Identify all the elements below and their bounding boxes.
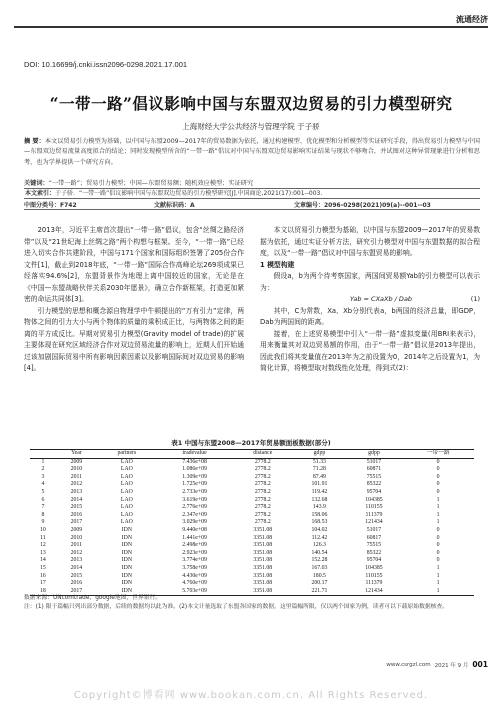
table-cell: 168.53	[311, 519, 328, 526]
table-cell: 51017	[366, 526, 382, 533]
table-cell: LAO	[120, 519, 133, 526]
table-cell: 2.498e+09	[182, 542, 207, 549]
table-cell: 10	[40, 526, 46, 533]
table-row	[30, 489, 474, 497]
table-cell: 3.758e+09	[182, 564, 207, 571]
table-row	[30, 557, 474, 565]
table-row	[30, 474, 474, 482]
table-row	[30, 512, 474, 520]
table-source: 数据来源：UNcomtrade，google地图，世界银行。	[24, 595, 162, 601]
citation-text: 于子骄．“一带一路”倡议影响中国与东盟双边贸易的引力模型研究[J].中国商论,2021(17):001--003.	[55, 190, 323, 197]
paragraph: 接着，在上述贸易模型中引入“一带一路”虚拟变量(用BRI来表示)，用来衡量其对双边贸易额的作用，由于“一带一路”倡议是2013年提出，因此我们将其变量值在2013年为之前设置为0，2014年之后设置为1，为简化计算，将模型取对数线性化处理，得到式(2)：	[260, 329, 480, 372]
table-row	[30, 497, 474, 505]
paragraph: 假设a，b为两个待考察国家，两国间贸易额Yab的引力模型可以表示为：	[260, 272, 480, 292]
table-cell: 111379	[365, 511, 383, 518]
table-row	[30, 527, 474, 535]
table-cell: 75515	[366, 473, 382, 480]
document-code: 文献标识码：A	[154, 202, 195, 209]
table-cell: 14	[40, 557, 46, 564]
table-cell: 2016	[70, 511, 83, 518]
table-cell: 119.42	[311, 488, 328, 495]
table-cell: 3351.08	[232, 588, 293, 596]
table-cell: 1	[436, 519, 440, 526]
equation-number: (1)	[470, 295, 480, 303]
clc-number: 中图分类号：F742	[24, 202, 77, 209]
table-cell: IDN	[121, 526, 133, 533]
table-cell: 7	[41, 504, 45, 511]
table-cell: 140.54	[311, 549, 328, 556]
table-cell: 9	[41, 519, 45, 526]
table-cell: IDN	[121, 572, 133, 579]
table-cell: LAO	[120, 466, 133, 473]
table-cell: 1.086e+09	[182, 466, 207, 473]
table-cell: 3351.08	[253, 526, 273, 533]
table-cell: 2015	[70, 572, 83, 579]
table-cell: 2778.2	[254, 473, 271, 480]
table-cell: 2778.2	[254, 496, 271, 503]
table-cell: 0	[436, 549, 440, 556]
paragraph: 其中，C为常数，Xa、Xb分别代表a，b两国的经济总量，即GDP，Dab为两国间的距离。	[260, 306, 480, 326]
table-row	[30, 466, 474, 474]
article-number: 文章编号：2096-0298(2021)09(a)--001--03	[294, 202, 431, 209]
table-cell: 1	[436, 504, 440, 511]
footer-issue: 2021 年 9 月	[434, 662, 469, 669]
table-cell: IDN	[121, 580, 133, 587]
table-cell: LAO	[120, 473, 133, 480]
table-note: 注：(1) 限于篇幅只列出部分数据，后续的数据均以此为准。(2)本文计量选取了东盟各国家的数据，这里篇幅所限，仅以两个国家为例，读者可以下载原始数据核查。	[24, 604, 449, 610]
table-cell: 85322	[366, 549, 382, 556]
table-cell: 5	[41, 488, 45, 495]
page-number: 001	[472, 660, 488, 669]
table-cell: 16	[40, 572, 46, 579]
table-header: gdpp	[346, 450, 402, 459]
table-cell: 104385	[365, 496, 383, 503]
table-cell: 1	[436, 511, 440, 518]
table-cell: 4.430e+09	[182, 572, 207, 579]
table-cell: 0	[436, 557, 440, 564]
table-cell: 1	[436, 496, 440, 503]
table-cell: LAO	[120, 511, 133, 518]
keywords	[24, 179, 480, 188]
table-header: distance	[232, 450, 293, 459]
table-cell: 3351.08	[253, 557, 273, 564]
table-cell: 6	[41, 496, 45, 503]
table-cell: 7.436e+08	[182, 458, 207, 465]
rule	[24, 209, 480, 210]
table-cell: 3351.08	[253, 542, 273, 549]
table-cell: 11	[40, 534, 46, 541]
table-cell: 1	[41, 458, 45, 465]
table-cell: 2	[41, 466, 45, 473]
table-cell: IDN	[121, 557, 133, 564]
table-cell: 2017	[70, 519, 83, 526]
table-cell: 132.68	[311, 496, 328, 503]
copyright-watermark: Copyright©博看网 www.bookan.com.cn. All Rights Reserved.	[73, 690, 429, 701]
table-cell: LAO	[120, 488, 133, 495]
table-header-row	[30, 450, 474, 459]
table-cell: LAO	[120, 496, 133, 503]
header-rule	[14, 26, 488, 28]
table-cell: 4.760e+09	[182, 580, 207, 587]
table-cell: 71.28	[312, 466, 326, 473]
table-cell: 2011	[70, 542, 83, 549]
table-header: 一带一路	[402, 450, 474, 459]
table-cell: 0	[436, 542, 440, 549]
table-cell: 3.774e+09	[182, 557, 207, 564]
table-cell: 1	[436, 580, 440, 587]
table-cell: 2011	[70, 473, 83, 480]
doi: DOI: 10.16699/j.cnki.issn2096-0298.2021.17.001	[24, 60, 188, 69]
table-cell: 2778.2	[254, 504, 271, 511]
table-cell: 13	[40, 549, 46, 556]
table-row	[30, 504, 474, 512]
abstract	[24, 137, 480, 168]
abstract-text: 本文以贸易引力模型为基础，以中国与东盟2009—2017年的贸易数据为依托，通过构建模型、优化模型和分析模型等实证研究手段，得出贸易引力模型与中国—东盟双边贸易流量高度拟合的结论；同时发现模型所含的“一带一路”倡议对中国与东盟双边贸易影响实证结果与现状不够吻合，并试图对这种异常现象进行分析和思考，也为学界提供一个研究方向。	[24, 138, 480, 166]
table-cell: 3351.08	[253, 564, 273, 571]
table-cell: 2014	[70, 496, 83, 503]
section-heading: 1 模型构建	[260, 260, 295, 269]
paper-title: “一带一路”倡议影响中国与东盟双边贸易的引力模型研究	[49, 94, 453, 113]
table-cell: 2778.2	[254, 466, 271, 473]
table-cell: LAO	[120, 504, 133, 511]
table-cell: 2.776e+09	[182, 504, 207, 511]
table-cell: 121434	[346, 588, 402, 596]
table-cell: 101.91	[311, 481, 328, 488]
data-table	[30, 449, 474, 596]
paragraph: 2013年，习近平主席首次提出“一带一路”倡议，包含“丝绸之路经济带”以及“21世纪海上丝绸之路”两个构想与框架。至今，“一带一路”已经进入切实合作共建阶段，中国与171个国家和国际组织签署了205份合作文件[1]，截止到2018年底，“一带一路”国际合作高峰论坛269项成果已经落实94.6%[2]，东盟背景作为地理上离中国较近的国家，无论是在《中国—东盟战略伙伴关系2030年愿景》，确立合作新框架，打造更加紧密的命运共同体[3]。	[24, 226, 244, 303]
table-cell: 2009	[70, 526, 83, 533]
table-cell: 17	[40, 580, 46, 587]
table-cell: 1	[436, 572, 440, 579]
table-cell: 15	[40, 564, 46, 571]
table-cell: 111379	[365, 580, 383, 587]
table-cell: IDN	[121, 542, 133, 549]
table-cell: 2017	[56, 588, 97, 596]
table-cell: 1	[402, 588, 474, 596]
table-cell: 60871	[366, 466, 382, 473]
citation-label: 本文索引：	[25, 190, 56, 197]
table-cell: 2016	[70, 580, 83, 587]
equation-body: Yab = CXaXb / Dab	[350, 295, 413, 303]
table-cell: 1.309e+09	[182, 473, 207, 480]
table-cell: IDN	[121, 564, 133, 571]
table-cell: 152.28	[311, 557, 328, 564]
table-cell: 3351.08	[253, 534, 273, 541]
table-cell: 104.02	[311, 526, 328, 533]
table-cell: 2778.2	[254, 481, 271, 488]
table-cell: 3.619e+09	[182, 496, 207, 503]
table-cell: 51.33	[312, 458, 326, 465]
table-cell: 221.71	[293, 588, 346, 596]
table-cell: 75515	[366, 542, 382, 549]
table-cell: 200.17	[311, 580, 328, 587]
table-cell: 180.5	[312, 572, 326, 579]
table-cell: 121434	[365, 519, 383, 526]
paragraph: 本文以贸易引力模型为基础，以中国与东盟2009—2017年的贸易数据为依托，通过实证分析方法，研究引力模型对中国与东盟数据的拟合程度，以及“一带一路”倡议对中国与东盟贸易的影响。	[260, 226, 480, 257]
table-caption: 表1 中国与东盟2008—2017年贸易额面板数据(部分)	[171, 439, 331, 447]
table-cell: 158.06	[311, 511, 328, 518]
table-row	[30, 542, 474, 550]
page-footer	[386, 660, 488, 669]
table-cell: 87.49	[312, 473, 326, 480]
table-cell: 95704	[366, 488, 382, 495]
table-cell: 104385	[365, 564, 383, 571]
table-cell: 0	[436, 481, 440, 488]
table-cell: 95704	[366, 557, 382, 564]
table-cell: 2013	[70, 488, 83, 495]
left-column	[24, 225, 244, 375]
table-cell: 2014	[70, 564, 83, 571]
table-cell: 51017	[366, 458, 382, 465]
citation	[24, 189, 480, 198]
table-cell: 3	[41, 473, 45, 480]
table-row	[30, 535, 474, 543]
keywords-text: “一带一路”；贸易引力模型；中国—东盟贸易额；随机效应模型；实证研究	[48, 180, 254, 187]
table-cell: 2013	[70, 557, 83, 564]
table-cell: 0	[436, 466, 440, 473]
table-row	[30, 550, 474, 558]
journal-header: 流通经济	[456, 15, 488, 24]
table-cell: 3.029e+09	[182, 519, 207, 526]
table-cell: 2.923e+09	[182, 549, 207, 556]
author-line: 上海财经大学公共经济与管理学院 于子骄	[182, 122, 320, 131]
table-cell: IDN	[97, 588, 157, 596]
right-column	[260, 225, 480, 375]
rule	[24, 198, 480, 199]
table-cell: 0	[436, 526, 440, 533]
table-cell: 167.03	[311, 564, 328, 571]
table-cell: 9.440e+08	[182, 526, 207, 533]
table-cell: 110155	[365, 572, 383, 579]
table-cell: 1.441e+09	[182, 534, 207, 541]
table-cell: 0	[436, 473, 440, 480]
table-cell: LAO	[120, 458, 133, 465]
equation-1	[260, 294, 480, 306]
table-cell: 2.347e+09	[182, 511, 207, 518]
table-cell: 18	[30, 588, 56, 596]
table-cell: 2778.2	[254, 511, 271, 518]
table-header: tradevalue	[157, 450, 233, 459]
table-cell: 110155	[365, 504, 383, 511]
table-cell: 1.725e+09	[182, 481, 207, 488]
keywords-label: 关键词：	[24, 180, 49, 187]
table-row	[30, 573, 474, 581]
table-cell: 12	[40, 542, 46, 549]
abstract-label: 摘 要：	[24, 138, 45, 145]
table-cell: 126.3	[312, 542, 326, 549]
table-cell: 143.9	[312, 504, 326, 511]
table-cell: 2009	[70, 458, 83, 465]
table-cell: 8	[41, 511, 45, 518]
table-header	[30, 450, 56, 459]
table-header: gdpp	[293, 450, 346, 459]
footer-site: www.csrgzl.com	[386, 661, 431, 668]
table-cell: 4	[41, 481, 45, 488]
table-cell: 0	[436, 534, 440, 541]
table-header: Year	[56, 450, 97, 459]
table-cell: 3351.08	[253, 572, 273, 579]
article-meta	[24, 200, 480, 209]
table-cell: 2015	[70, 504, 83, 511]
table-cell: 3351.08	[253, 549, 273, 556]
table-row	[30, 565, 474, 573]
table-cell: 0	[436, 488, 440, 495]
table-cell: 3351.08	[253, 580, 273, 587]
table-cell: IDN	[121, 549, 133, 556]
table-cell: 2778.2	[254, 488, 271, 495]
table-cell: 1	[436, 564, 440, 571]
table-cell: 60817	[366, 534, 382, 541]
table-cell: 85322	[366, 481, 382, 488]
table-cell: 0	[436, 458, 440, 465]
table-cell: IDN	[121, 534, 133, 541]
table-row	[30, 458, 474, 466]
table-row	[30, 519, 474, 527]
table-cell: 112.42	[311, 534, 328, 541]
table-cell: LAO	[120, 481, 133, 488]
table-cell: 2010	[70, 466, 83, 473]
table-cell: 2012	[70, 549, 83, 556]
table-cell: 2.733e+09	[182, 488, 207, 495]
table-cell: 2010	[70, 534, 83, 541]
table-header: partners	[97, 450, 157, 459]
table-row	[30, 481, 474, 489]
table-cell: 5.703e+09	[157, 588, 233, 596]
table-cell: 2778.2	[254, 458, 271, 465]
table-cell: 2012	[70, 481, 83, 488]
paragraph: 引力模型的思想和概念源自物理学中牛顿提出的“万有引力”定律，两物体之间的引力大小与两个物体的质量的乘积成正比，与两物体之间的距离的平方成反比。早期对贸易引力模型(Gravity model of trade)的扩展主要体现在研究区域经济合作对双边贸易流量的影响上，近期人们开始通过该加剧国际贸易中所有影响因素因素以及影响国际间对双边贸易的影响[4]。	[24, 306, 244, 372]
table-cell: 2778.2	[254, 519, 271, 526]
table-row	[30, 580, 474, 588]
